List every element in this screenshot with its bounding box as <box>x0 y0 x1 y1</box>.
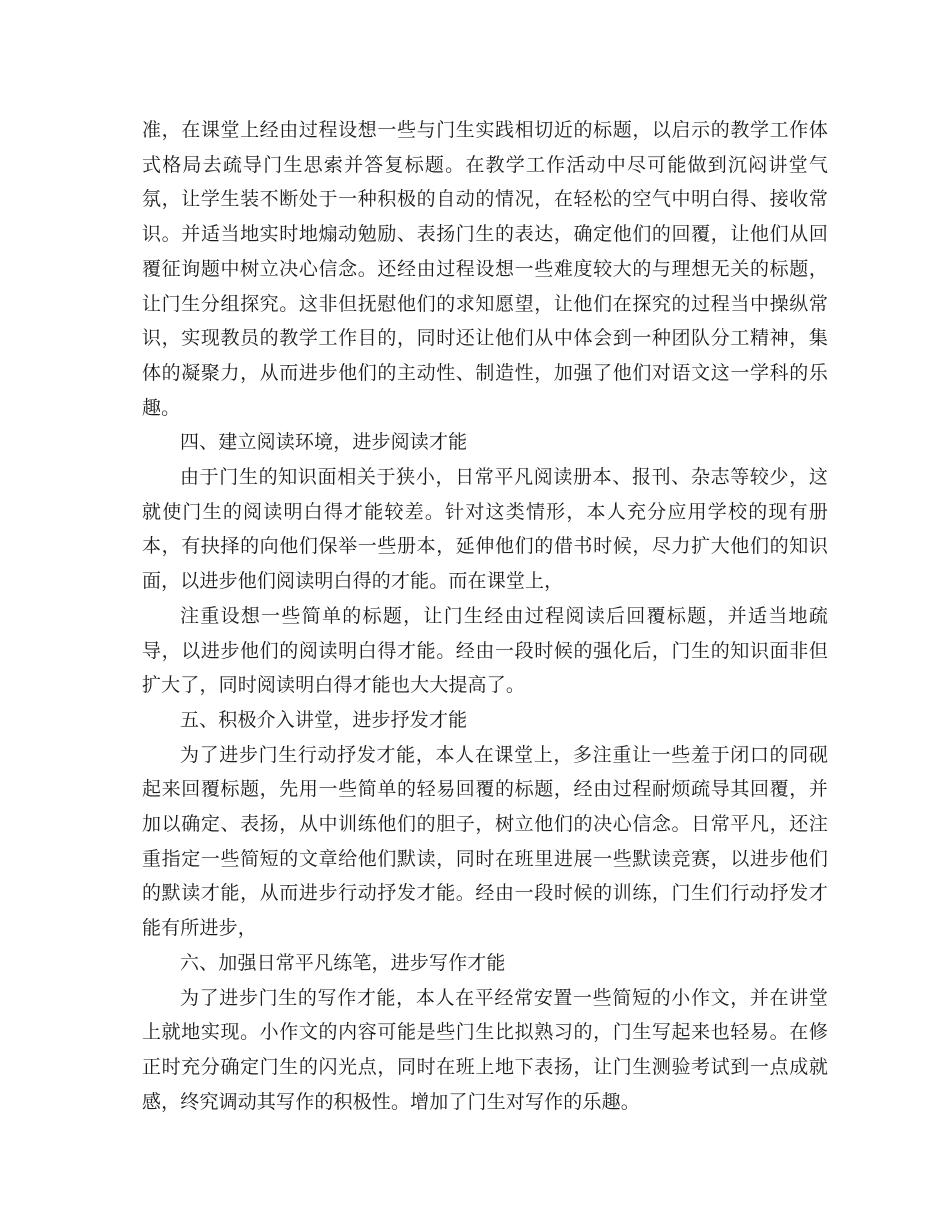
paragraph: 注重设想一些简单的标题，让门生经由过程阅读后回覆标题，并适当地疏导，以进步他们的阅读明白得才能。经由一段时候的强化后，门生的知识面非但扩大了，同时阅读明白得才能也大大提高了。 <box>142 604 828 697</box>
paragraph-continued: 准，在课堂上经由过程设想一些与门生实践相切近的标题，以启示的教学工作体式格局去疏导门生思索并答复标题。在教学工作活动中尽可能做到沉闷讲堂气氛，让学生装不断处于一种积极的自动的情况，在轻松的空气中明白得、接收常识。并适当地实时地煽动勉励、表扬门生的表达，确定他们的回覆，让他们从回覆征询题中树立决心信念。还经由过程设想一些难度较大的与理想无关的标题，让门生分组探究。这非但抚慰他们的求知愿望，让他们在探究的过程当中操纵常识，实现教员的教学工作目的，同时还让他们从中体会到一种团队分工精神，集体的凝聚力，从而进步他们的主动性、制造性，加强了他们对语文这一学科的乐趣。 <box>142 119 828 419</box>
paragraph: 由于门生的知识面相关于狭小，日常平凡阅读册本、报刊、杂志等较少，这就使门生的阅读明白得才能较差。针对这类情形，本人充分应用学校的现有册本，有抉择的向他们保举一些册本，延伸他们的借书时候，尽力扩大他们的知识面，以进步他们阅读明白得的才能。而在课堂上， <box>142 466 828 593</box>
section-heading-4: 四、建立阅读环境，进步阅读才能 <box>180 431 468 454</box>
paragraph: 为了进步门生的写作才能，本人在平经常安置一些简短的小作文，并在讲堂上就地实现。小作文的内容可能是些门生比拟熟习的，门生写起来也轻易。在修正时充分确定门生的闪光点，同时在班上地下表扬，让门生测验考试到一点成就感，终究调动其写作的积极性。增加了门生对写作的乐趣。 <box>142 986 828 1113</box>
document-body <box>142 113 828 1119</box>
section-heading-5: 五、积极介入讲堂，进步抒发才能 <box>180 708 468 731</box>
section-heading-6: 六、加强日常平凡练笔，进步写作才能 <box>180 951 506 974</box>
paragraph: 为了进步门生行动抒发才能，本人在课堂上，多注重让一些羞于闭口的同砚起来回覆标题，先用一些简单的轻易回覆的标题，经由过程耐烦疏导其回覆，并加以确定、表扬，从中训练他们的胆子，树立他们的决心信念。日常平凡，还注重指定一些简短的文章给他们默读，同时在班里进展一些默读竞赛，以进步他们的默读才能，从而进步行动抒发才能。经由一段时候的训练，门生们行动抒发才能有所进步， <box>142 743 828 940</box>
